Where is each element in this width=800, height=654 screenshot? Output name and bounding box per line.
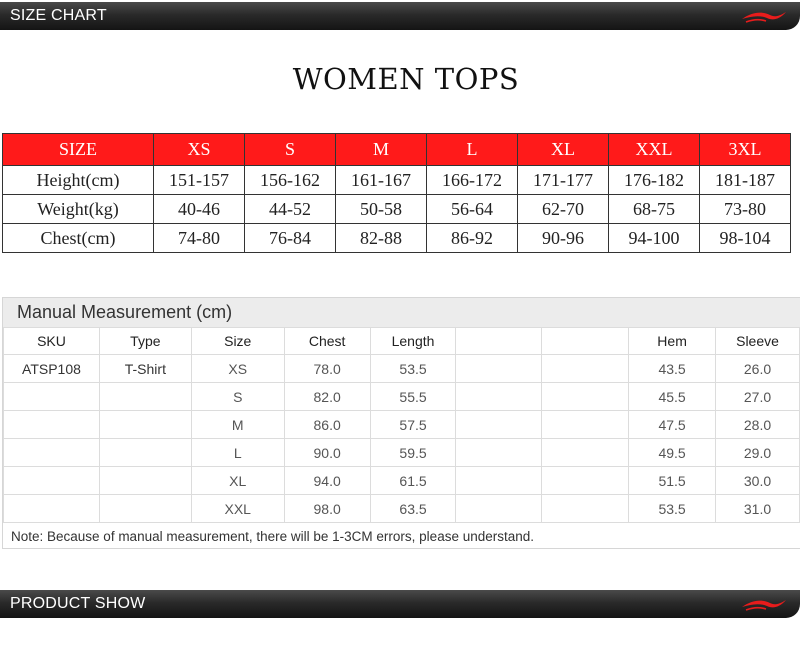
manual-title-bar <box>3 298 800 328</box>
column-header: Sleeve <box>716 328 800 355</box>
table-row <box>4 383 800 411</box>
type-cell: T-Shirt <box>99 355 191 383</box>
length-cell: 59.5 <box>370 439 456 467</box>
type-cell <box>99 467 191 495</box>
table-cell: 40-46 <box>154 195 245 224</box>
size-header-row <box>3 134 791 166</box>
table-cell: 151-157 <box>154 166 245 195</box>
size-chart-banner <box>0 2 800 30</box>
table-row <box>3 224 791 253</box>
size-cell: XL <box>191 467 284 495</box>
table-cell: 166-172 <box>427 166 518 195</box>
empty-cell <box>542 383 629 411</box>
row-label: Weight(kg) <box>3 195 154 224</box>
hem-cell: 43.5 <box>629 355 716 383</box>
header-cell: M <box>336 134 427 166</box>
sku-cell <box>4 495 100 523</box>
column-header: SKU <box>4 328 100 355</box>
table-cell: 62-70 <box>518 195 609 224</box>
table-cell: 56-64 <box>427 195 518 224</box>
empty-cell <box>456 411 542 439</box>
table-cell: 50-58 <box>336 195 427 224</box>
header-cell: XS <box>154 134 245 166</box>
chart-title: WOMEN TOPS <box>292 62 520 96</box>
empty-cell <box>542 495 629 523</box>
table-cell: 98-104 <box>700 224 791 253</box>
length-cell: 61.5 <box>370 467 456 495</box>
hem-cell: 51.5 <box>629 467 716 495</box>
sku-cell <box>4 411 100 439</box>
column-header: Chest <box>284 328 370 355</box>
empty-cell <box>542 411 629 439</box>
header-cell: S <box>245 134 336 166</box>
length-cell: 53.5 <box>370 355 456 383</box>
header-cell: XL <box>518 134 609 166</box>
column-header: Hem <box>629 328 716 355</box>
column-header <box>542 328 629 355</box>
empty-cell <box>456 439 542 467</box>
table-cell: 176-182 <box>609 166 700 195</box>
table-cell: 181-187 <box>700 166 791 195</box>
chest-cell: 98.0 <box>284 495 370 523</box>
empty-cell <box>456 383 542 411</box>
empty-cell <box>542 439 629 467</box>
sku-cell <box>4 383 100 411</box>
table-row <box>4 355 800 383</box>
row-label: Height(cm) <box>3 166 154 195</box>
size-cell: L <box>191 439 284 467</box>
table-cell: 171-177 <box>518 166 609 195</box>
table-row <box>3 166 791 195</box>
type-cell <box>99 439 191 467</box>
sleeve-cell: 29.0 <box>716 439 800 467</box>
table-row <box>4 411 800 439</box>
table-cell: 44-52 <box>245 195 336 224</box>
hem-cell: 49.5 <box>629 439 716 467</box>
measurement-note: Note: Because of manual measurement, there will be 1-3CM errors, please understand. <box>11 529 535 544</box>
chest-cell: 82.0 <box>284 383 370 411</box>
brand-swoosh-icon <box>740 596 788 612</box>
header-cell: SIZE <box>3 134 154 166</box>
table-cell: 68-75 <box>609 195 700 224</box>
chest-cell: 86.0 <box>284 411 370 439</box>
sku-cell <box>4 467 100 495</box>
table-row <box>4 467 800 495</box>
size-cell: XXL <box>191 495 284 523</box>
table-row <box>4 439 800 467</box>
length-cell: 57.5 <box>370 411 456 439</box>
empty-cell <box>456 495 542 523</box>
product-show-heading: PRODUCT SHOW <box>10 595 146 612</box>
chest-cell: 90.0 <box>284 439 370 467</box>
column-header <box>456 328 542 355</box>
sku-cell <box>4 439 100 467</box>
hem-cell: 47.5 <box>629 411 716 439</box>
sku-cell: ATSP108 <box>4 355 100 383</box>
length-cell: 55.5 <box>370 383 456 411</box>
type-cell <box>99 495 191 523</box>
column-header: Length <box>370 328 456 355</box>
chest-cell: 94.0 <box>284 467 370 495</box>
header-cell: XXL <box>609 134 700 166</box>
sleeve-cell: 30.0 <box>716 467 800 495</box>
manual-measurement-panel <box>2 297 800 549</box>
size-cell: XS <box>191 355 284 383</box>
table-row <box>3 195 791 224</box>
manual-header-row <box>4 328 800 355</box>
row-label: Chest(cm) <box>3 224 154 253</box>
sleeve-cell: 28.0 <box>716 411 800 439</box>
sleeve-cell: 26.0 <box>716 355 800 383</box>
size-cell: M <box>191 411 284 439</box>
manual-measurement-table <box>3 327 800 523</box>
empty-cell <box>456 355 542 383</box>
table-cell: 86-92 <box>427 224 518 253</box>
column-header: Size <box>191 328 284 355</box>
type-cell <box>99 383 191 411</box>
header-cell: 3XL <box>700 134 791 166</box>
brand-swoosh-icon <box>740 8 788 24</box>
manual-title: Manual Measurement (cm) <box>17 302 233 322</box>
table-cell: 74-80 <box>154 224 245 253</box>
table-cell: 82-88 <box>336 224 427 253</box>
empty-cell <box>542 355 629 383</box>
empty-cell <box>456 467 542 495</box>
hem-cell: 45.5 <box>629 383 716 411</box>
table-cell: 76-84 <box>245 224 336 253</box>
size-chart-heading: SIZE CHART <box>10 7 107 24</box>
table-cell: 94-100 <box>609 224 700 253</box>
hem-cell: 53.5 <box>629 495 716 523</box>
header-cell: L <box>427 134 518 166</box>
type-cell <box>99 411 191 439</box>
table-cell: 73-80 <box>700 195 791 224</box>
size-chart-table <box>2 133 791 253</box>
empty-cell <box>542 467 629 495</box>
table-cell: 90-96 <box>518 224 609 253</box>
sleeve-cell: 31.0 <box>716 495 800 523</box>
chest-cell: 78.0 <box>284 355 370 383</box>
sleeve-cell: 27.0 <box>716 383 800 411</box>
size-cell: S <box>191 383 284 411</box>
table-cell: 156-162 <box>245 166 336 195</box>
table-cell: 161-167 <box>336 166 427 195</box>
column-header: Type <box>99 328 191 355</box>
product-show-banner <box>0 590 800 618</box>
table-row <box>4 495 800 523</box>
length-cell: 63.5 <box>370 495 456 523</box>
